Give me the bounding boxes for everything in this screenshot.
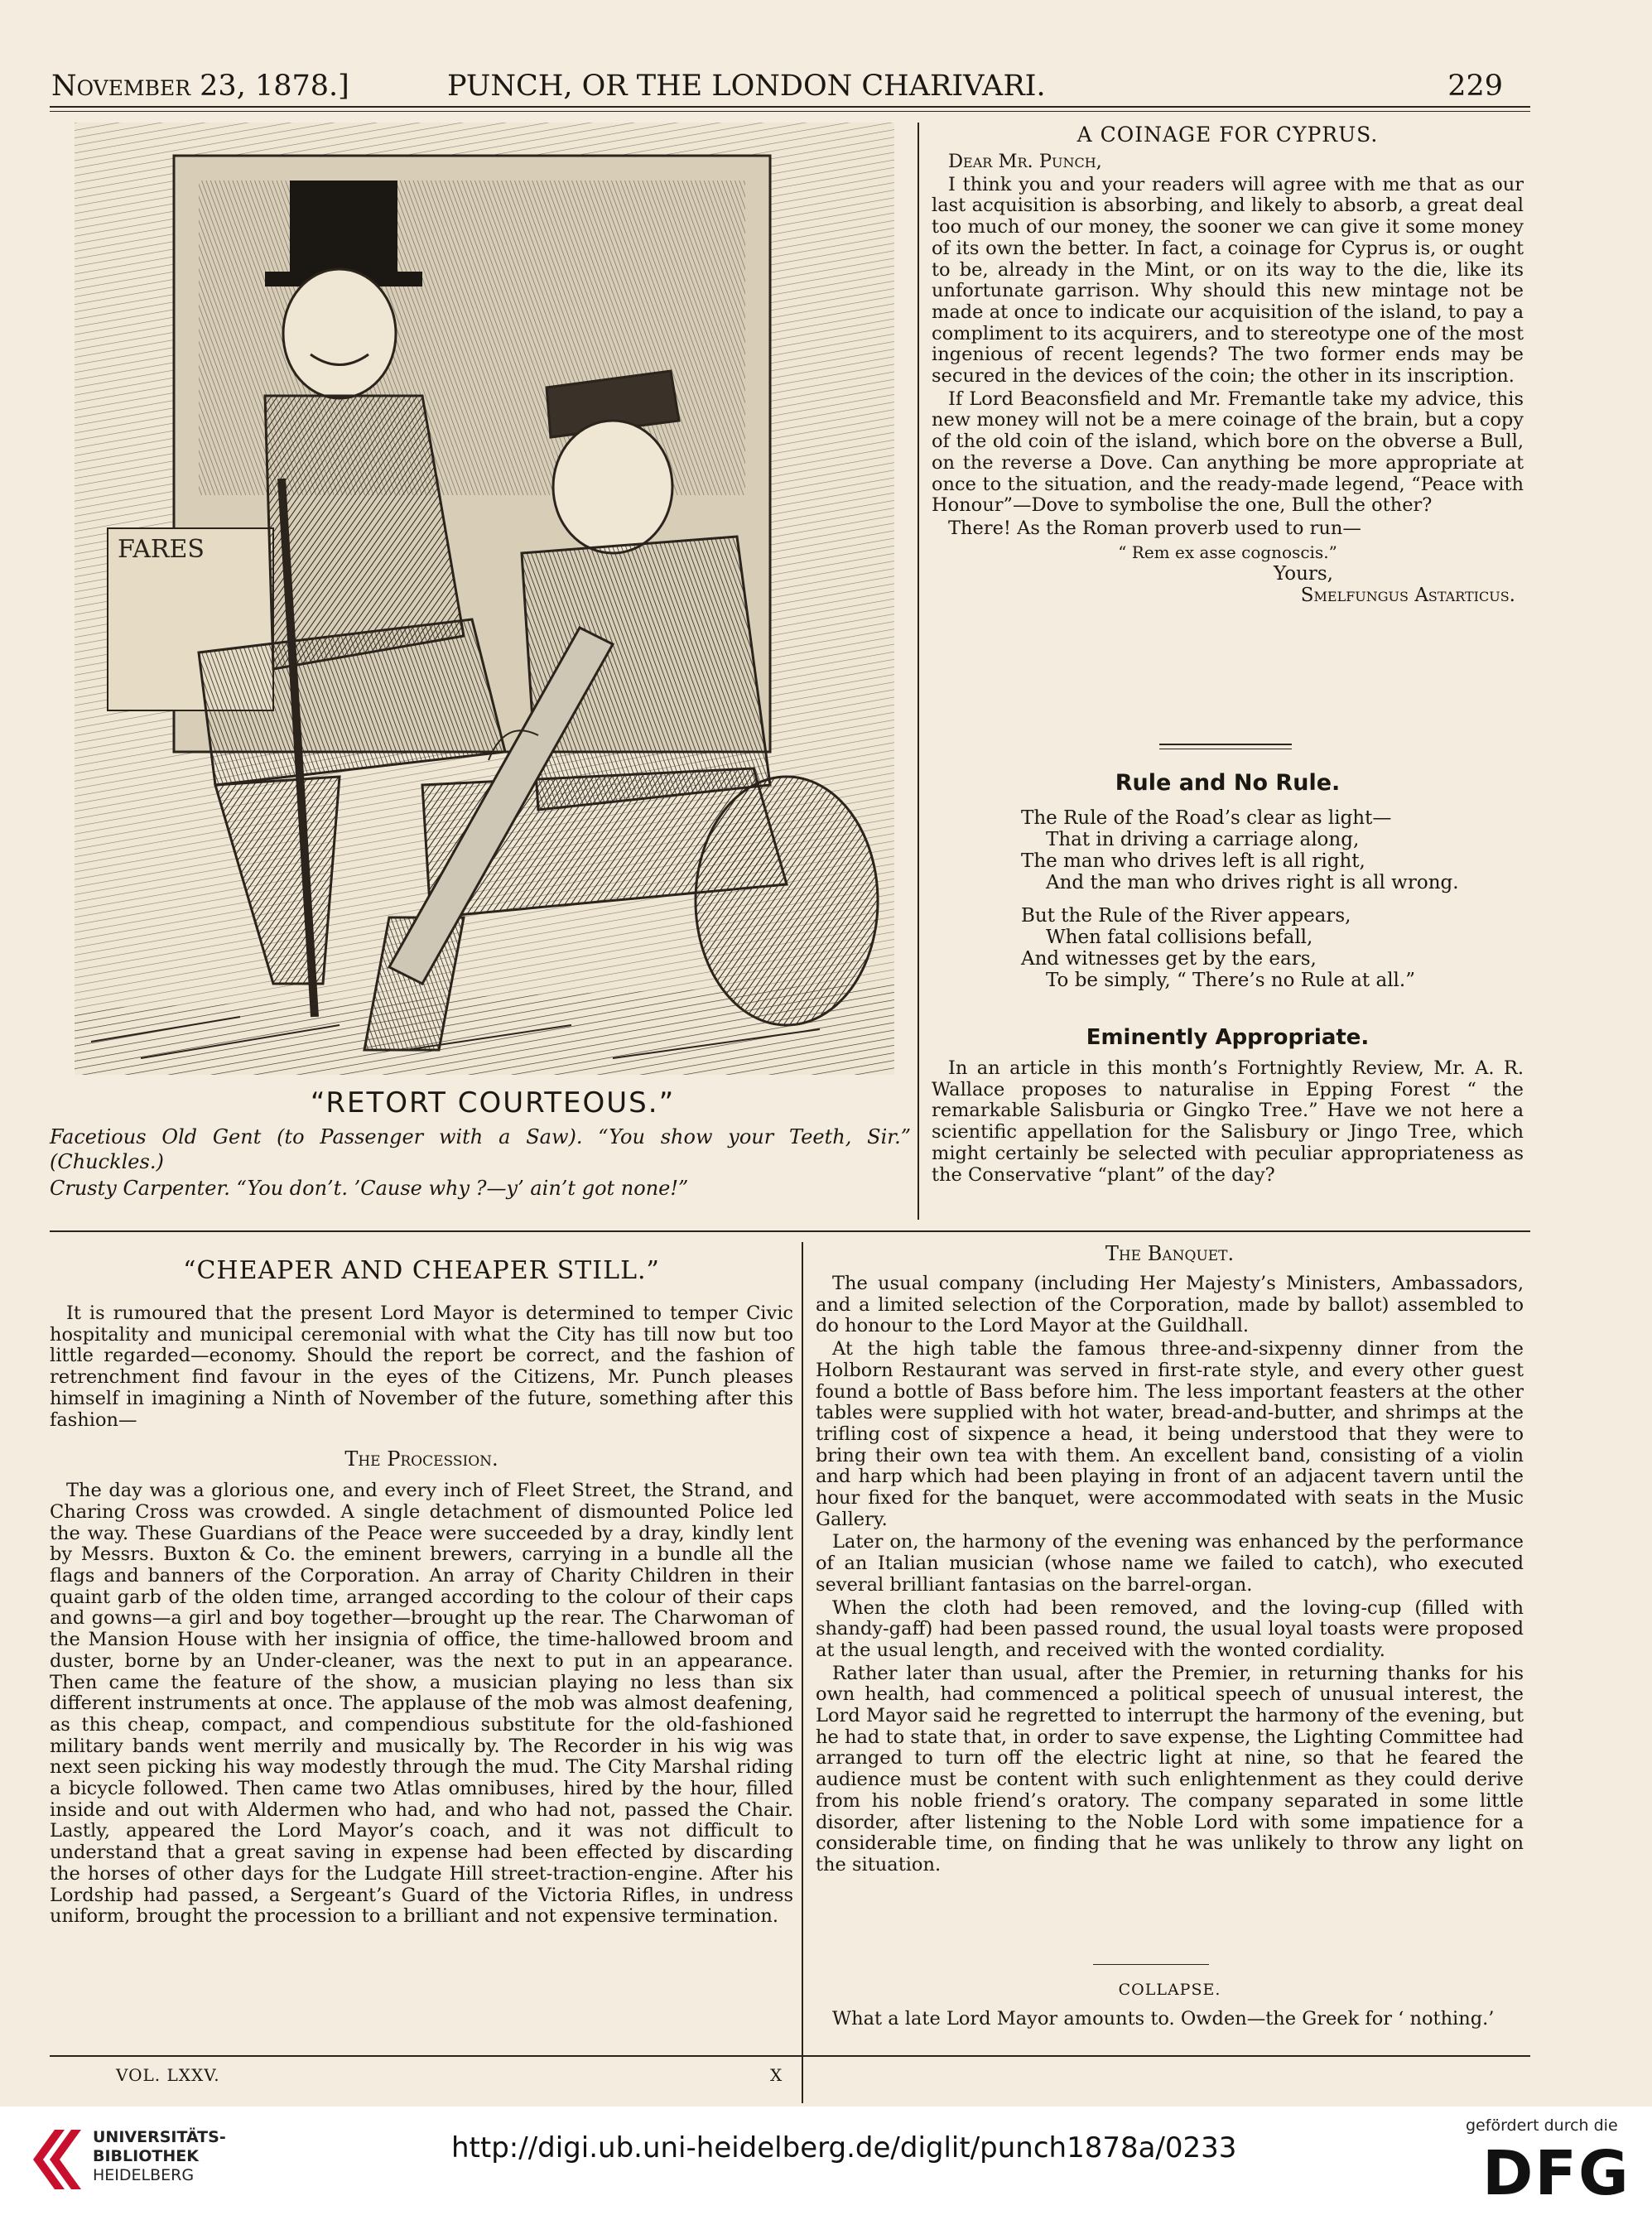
banquet-paragraph: The usual company (including Her Majesty’s Ministers, Ambassadors, and a limited selection of the Corporation, made by ballot) assembled to do honour to the Lord Mayor at the Guildhall.	[816, 1273, 1524, 1337]
column-rule-top	[918, 123, 919, 1220]
poem-line: The Rule of the Road’s clear as light—	[1021, 807, 1392, 829]
rule-title: Rule and No Rule.	[1115, 770, 1341, 796]
eminently-text: In an article in this month’s Fortnightly Review, Mr. A. R. Wallace proposes to naturalise in Epping Forest “ the remarkable Salisburia or Gingko Tree.” Have we not here a scientific appellation for the Salisbury or Jingo Tree, which might certainly be selected with peculiar appropriateness as the Conservative “plant” of the day?	[932, 1057, 1524, 1186]
poem-line: But the Rule of the River appears,	[1021, 905, 1351, 927]
poem-line: That in driving a carriage along,	[1046, 829, 1360, 850]
page-number: 229	[1447, 70, 1503, 103]
coinage-article	[932, 123, 1524, 606]
fares-sign: FARES	[118, 535, 205, 564]
eminently-title: Eminently Appropriate.	[1086, 1025, 1370, 1050]
cartoon-caption-2: Crusty Carpenter. “You don’t. ’Cause why ?—y’ ain’t got none!”	[50, 1177, 689, 1200]
coinage-title: A COINAGE FOR CYPRUS.	[1076, 123, 1379, 147]
collapse-article	[816, 1981, 1524, 2032]
banquet-paragraph: Rather later than usual, after the Premier, in returning thanks for his own health, had commenced a political speech of unusual interest, the Lord Mayor said he regretted to interrupt the harmony of the evening, but he had to state that, in order to save expense, the Lighting Committee had arranged to turn off the electric light at nine, so that he feared the audience must be content with such enlightenment as they could derive from his noble friend’s oratory. The company separated in some little disorder, after listening to the Noble Lord with some impatience for a considerable time, on finding that he was unlikely to throw any light on the situation.	[816, 1662, 1524, 1875]
poem-line: The man who drives left is all right,	[1021, 850, 1365, 872]
procession-heading: The Procession.	[344, 1447, 498, 1471]
procession-text: The day was a glorious one, and every inch of Fleet Street, the Strand, and Charing Cross was crowded. A single detachment of dismounted Police led the way. These Guardians of the Peace were succeeded by a dray, kindly lent by Messrs. Buxton & Co. the eminent brewers, carrying in a bundle all the flags and banners of the Corporation. An array of Charity Children in their quaint garb of the olden time, arranged according to the colour of their caps and gowns—a girl and boy together—brought up the rear. The Charwoman of the Mansion House with her insignia of office, the time-hallowed broom and duster, borne by an Under-cleaner, was the next to put in an appearance. Then came the feature of the show, a musician playing no less than six different instruments at once. The applause of the mob was almost deafening, as this cheap, compact, and compendious substitute for the old-fashioned military bands went merrily and musically by. The Recorder in his wig was next seen picking his way modestly through the mud. The City Marshal riding a bicycle followed. Then came two Atlas omnibuses, hired by the hour, filled inside and out with Aldermen who had, and who had not, passed the Chair. Lastly, appeared the Lord Mayor’s coach, and it was not difficult to understand that a great saving in expense had been effected by discarding the horses of other days for the Ludgate Hill street-traction-engine. After his Lordship had passed, a Sergeant’s Guard of the Victoria Rifles, in undress uniform, brought the procession to a brilliant and not expensive termination.	[50, 1480, 793, 1928]
library-name	[93, 2128, 226, 2185]
coinage-proverb: “ Rem ex asse cognoscis.”	[1118, 542, 1337, 562]
issue-date: November 23, 1878.]	[51, 70, 349, 103]
coinage-salutation: Dear Mr. Punch,	[948, 151, 1102, 172]
eminently-article	[932, 1025, 1524, 1187]
column-rule-bottom	[802, 1242, 803, 2103]
source-url-link[interactable]: http://digi.ub.uni-heidelberg.de/diglit/punch1878a/0233	[451, 2131, 1237, 2164]
banquet-paragraph: Later on, the harmony of the evening was enhanced by the performance of an Italian musician (whose name we failed to catch), who executed several brilliant fantasias on the barrel-organ.	[816, 1531, 1524, 1596]
coinage-paragraph: I think you and your readers will agree with me that as our last acquisition is absorbing, and likely to absorb, a great deal too much of our money, the sooner we can give it some money of its own the better. In fact, a coinage for Cyprus is, or ought to be, already in the Mint, or on its way to the die, like its unfortunate garrison. Why should this new mintage not be made at once to indicate our acquisition of the island, to pay a compliment to its acquirers, and to stereotype one of the most ingenious of recent legends? The two former ends may be secured in the devices of the coin; the other in its inscription.	[932, 173, 1524, 388]
library-logo-icon	[31, 2126, 83, 2193]
banquet-paragraph: When the cloth had been removed, and the loving-cup (filled with shandy-gaff) had been passed round, the usual loyal toasts were proposed at the usual length, and received with the wonted cordiality.	[816, 1596, 1524, 1661]
volume-number: VOL. LXXV.	[116, 2065, 220, 2085]
library-name-line: HEIDELBERG	[93, 2166, 195, 2184]
cheaper-intro: It is rumoured that the present Lord Mayor is determined to temper Civic hospitality and municipal ceremonial with what the City has till now but too little regarded—economy. Should the report be correct, and the fashion of retrenchment find favour in the eyes of the Citizens, Mr. Punch pleases himself in imagining a Ninth of November of the future, something after this fashion—	[50, 1302, 793, 1431]
section-divider	[1159, 744, 1292, 745]
collapse-text: What a late Lord Mayor amounts to. Owden—the Greek for ‘ nothing.’	[832, 2008, 1495, 2030]
library-name-line: BIBLIOTHEK	[93, 2147, 199, 2165]
top-hat	[290, 181, 397, 280]
signature-mark: X	[770, 2065, 783, 2085]
banquet-paragraph: At the high table the famous three-and-sixpenny dinner from the Holborn Restaurant was served in first-rate style, and every other guest found a bottle of Bass before him. The less important feasters at the other tables were supplied with hot water, bread-and-butter, and shrimps at the trifling cost of sixpence a head, it being understood that they were to bring their own tea with them. An excellent band, consisting of a violin and harp which had been playing in front of an adjacent tavern until the hour fixed for the banquet, were accommodated with seats in the Music Gallery.	[816, 1338, 1524, 1530]
dfg-logo: DFG	[1482, 2138, 1630, 2209]
mid-rule	[50, 1230, 1530, 1232]
poem-line: When fatal collisions befall,	[1046, 927, 1313, 948]
cartoon-title: “RETORT COURTEOUS.”	[310, 1086, 676, 1120]
coinage-signature: Smelfungus Astarticus.	[1300, 584, 1515, 606]
cheaper-article	[50, 1246, 793, 1929]
header-rule	[50, 106, 1530, 108]
section-divider	[1093, 1964, 1209, 1965]
poem-line: To be simply, “ There’s no Rule at all.”	[1046, 970, 1415, 991]
poem-line: And witnesses get by the ears,	[1021, 948, 1317, 970]
cartoon-caption-1: Facetious Old Gent (to Passenger with a Saw). “You show your Teeth, Sir.” (Chuckles.)	[50, 1125, 911, 1173]
coinage-closing: Yours,	[1274, 562, 1333, 585]
funded-by-label: gefördert durch die	[1466, 2116, 1618, 2135]
header-rule-thin	[50, 111, 1530, 112]
coinage-paragraph: If Lord Beaconsfield and Mr. Fremantle take my advice, this new money will not be a mere coinage of the brain, but a copy of the old coin of the island, which bore on the obverse a Bull, on the reverse a Dove. Can anything be more appropriate at once to the situation, and the ready-made legend, “Peace with Honour”—Dove to symbolise the one, Bull the other?	[932, 388, 1524, 517]
cartoon-drawing	[75, 123, 894, 1075]
poem-line: And the man who drives right is all wrong.	[1046, 872, 1459, 893]
rule-poem	[932, 770, 1524, 991]
masthead-title: PUNCH, OR THE LONDON CHARIVARI.	[447, 70, 1046, 103]
cartoon-illustration	[75, 123, 894, 1075]
library-footer	[0, 2107, 1652, 2239]
coinage-paragraph: There! As the Roman proverb used to run—	[948, 517, 1361, 539]
cheaper-title: “CHEAPER AND CHEAPER STILL.”	[183, 1256, 660, 1285]
collapse-title: COLLAPSE.	[1118, 1981, 1221, 1999]
library-name-line: UNIVERSITÄTS-	[93, 2128, 226, 2146]
banquet-article	[816, 1242, 1524, 1878]
banquet-heading: The Banquet.	[1105, 1242, 1235, 1265]
bottom-rule	[50, 2055, 1530, 2057]
